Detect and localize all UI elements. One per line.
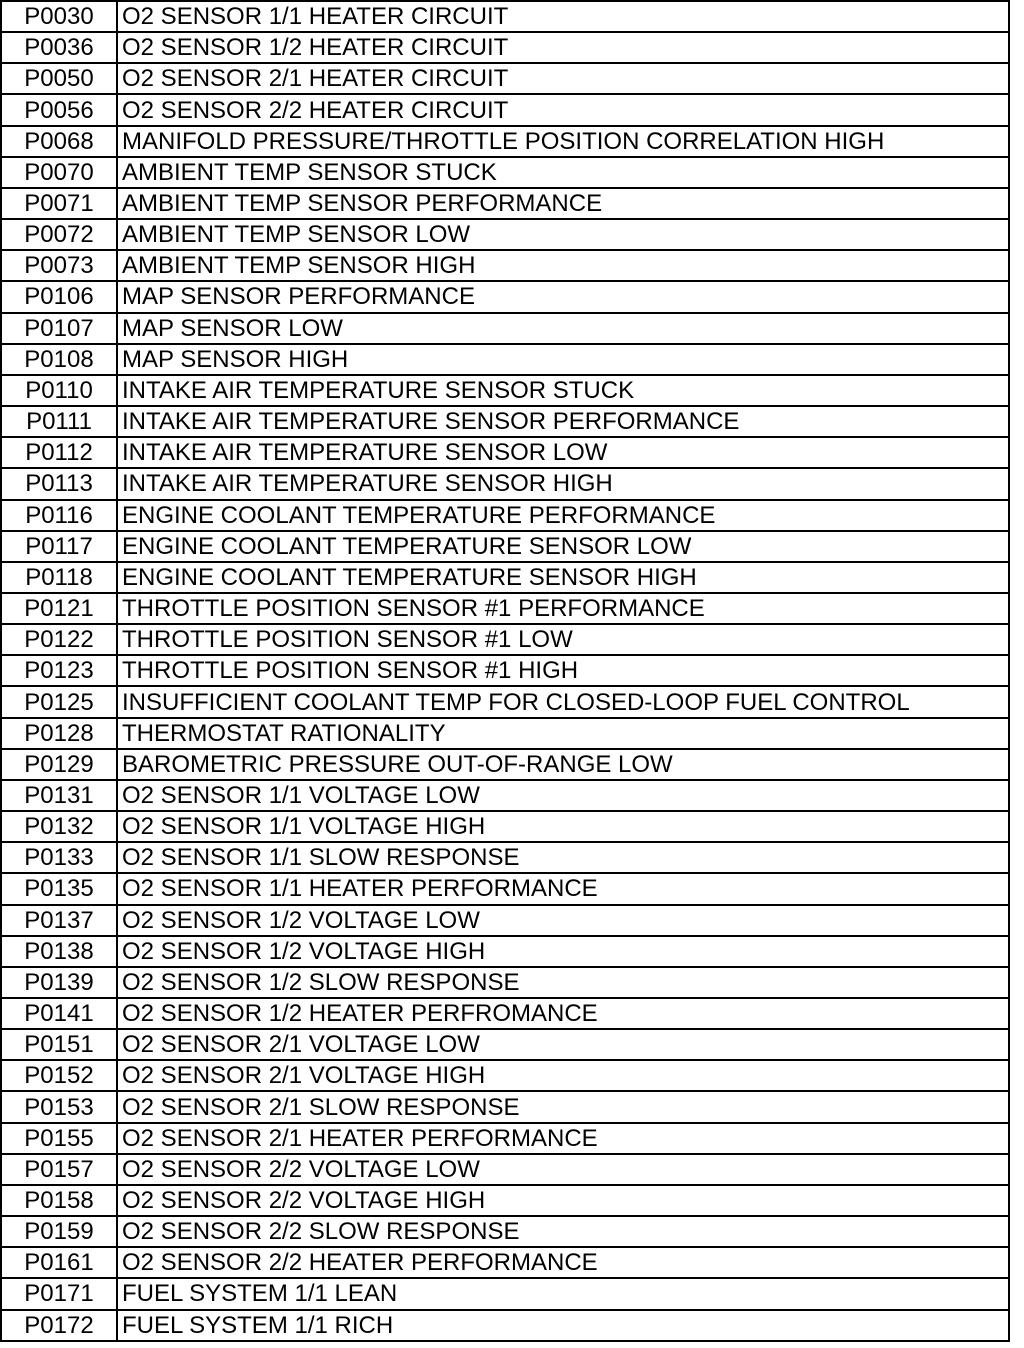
dtc-description-cell: O2 SENSOR 1/1 VOLTAGE LOW [117, 780, 1009, 811]
table-row [1, 94, 1009, 125]
table-row [1, 562, 1009, 593]
table-row [1, 313, 1009, 344]
dtc-description-cell: O2 SENSOR 2/2 HEATER PERFORMANCE [117, 1247, 1009, 1278]
dtc-description-cell: INTAKE AIR TEMPERATURE SENSOR LOW [117, 437, 1009, 468]
dtc-code-cell: P0141 [1, 998, 117, 1029]
dtc-description-cell: INTAKE AIR TEMPERATURE SENSOR PERFORMANCE [117, 406, 1009, 437]
table-row [1, 500, 1009, 531]
dtc-description-cell: O2 SENSOR 1/2 SLOW RESPONSE [117, 967, 1009, 998]
dtc-description-cell: O2 SENSOR 2/2 HEATER CIRCUIT [117, 94, 1009, 125]
table-row [1, 998, 1009, 1029]
dtc-code-cell: P0133 [1, 842, 117, 873]
dtc-code-cell: P0132 [1, 811, 117, 842]
dtc-code-cell: P0073 [1, 250, 117, 281]
table-row [1, 1310, 1009, 1341]
table-row [1, 188, 1009, 219]
dtc-code-cell: P0161 [1, 1247, 117, 1278]
dtc-code-cell: P0159 [1, 1216, 117, 1247]
table-row [1, 842, 1009, 873]
dtc-description-cell: MAP SENSOR LOW [117, 313, 1009, 344]
dtc-code-cell: P0138 [1, 936, 117, 967]
dtc-code-cell: P0106 [1, 281, 117, 312]
table-row [1, 624, 1009, 655]
table-row [1, 1029, 1009, 1060]
table-row [1, 1154, 1009, 1185]
dtc-code-cell: P0116 [1, 500, 117, 531]
table-row [1, 593, 1009, 624]
dtc-description-cell: O2 SENSOR 2/1 HEATER CIRCUIT [117, 63, 1009, 94]
dtc-description-cell: O2 SENSOR 1/1 HEATER PERFORMANCE [117, 873, 1009, 904]
dtc-code-cell: P0121 [1, 593, 117, 624]
dtc-code-cell: P0050 [1, 63, 117, 94]
dtc-code-cell: P0171 [1, 1278, 117, 1309]
dtc-description-cell: ENGINE COOLANT TEMPERATURE PERFORMANCE [117, 500, 1009, 531]
dtc-code-cell: P0153 [1, 1091, 117, 1122]
dtc-description-cell: O2 SENSOR 1/1 VOLTAGE HIGH [117, 811, 1009, 842]
table-row [1, 281, 1009, 312]
dtc-description-cell: THROTTLE POSITION SENSOR #1 HIGH [117, 655, 1009, 686]
dtc-description-cell: O2 SENSOR 1/2 HEATER CIRCUIT [117, 32, 1009, 63]
dtc-description-cell: THERMOSTAT RATIONALITY [117, 718, 1009, 749]
dtc-description-cell: MAP SENSOR PERFORMANCE [117, 281, 1009, 312]
dtc-code-cell: P0117 [1, 531, 117, 562]
table-row [1, 250, 1009, 281]
dtc-description-cell: AMBIENT TEMP SENSOR LOW [117, 219, 1009, 250]
dtc-code-cell: P0112 [1, 437, 117, 468]
table-row [1, 1278, 1009, 1309]
table-row [1, 967, 1009, 998]
dtc-code-cell: P0030 [1, 1, 117, 32]
dtc-description-cell: MAP SENSOR HIGH [117, 344, 1009, 375]
dtc-description-cell: O2 SENSOR 2/1 VOLTAGE LOW [117, 1029, 1009, 1060]
table-row [1, 344, 1009, 375]
dtc-description-cell: ENGINE COOLANT TEMPERATURE SENSOR HIGH [117, 562, 1009, 593]
table-row [1, 1060, 1009, 1091]
table-row [1, 531, 1009, 562]
dtc-code-cell: P0068 [1, 126, 117, 157]
dtc-description-cell: BAROMETRIC PRESSURE OUT-OF-RANGE LOW [117, 749, 1009, 780]
table-row [1, 780, 1009, 811]
dtc-code-cell: P0125 [1, 686, 117, 717]
dtc-description-cell: INTAKE AIR TEMPERATURE SENSOR STUCK [117, 375, 1009, 406]
dtc-description-cell: FUEL SYSTEM 1/1 RICH [117, 1310, 1009, 1341]
dtc-code-cell: P0155 [1, 1123, 117, 1154]
table-row [1, 873, 1009, 904]
dtc-description-cell: THROTTLE POSITION SENSOR #1 LOW [117, 624, 1009, 655]
dtc-description-cell: FUEL SYSTEM 1/1 LEAN [117, 1278, 1009, 1309]
table-row [1, 1247, 1009, 1278]
table-row [1, 1, 1009, 32]
table-row [1, 905, 1009, 936]
dtc-code-cell: P0072 [1, 219, 117, 250]
dtc-code-cell: P0152 [1, 1060, 117, 1091]
table-row [1, 936, 1009, 967]
dtc-table-body [1, 1, 1009, 1341]
table-row [1, 1185, 1009, 1216]
dtc-code-cell: P0172 [1, 1310, 117, 1341]
dtc-code-cell: P0110 [1, 375, 117, 406]
table-row [1, 63, 1009, 94]
dtc-code-cell: P0128 [1, 718, 117, 749]
table-row [1, 375, 1009, 406]
dtc-code-cell: P0118 [1, 562, 117, 593]
dtc-description-cell: O2 SENSOR 1/2 VOLTAGE HIGH [117, 936, 1009, 967]
dtc-description-cell: O2 SENSOR 2/2 VOLTAGE HIGH [117, 1185, 1009, 1216]
dtc-description-cell: INSUFFICIENT COOLANT TEMP FOR CLOSED-LOOP FUEL CONTROL [117, 686, 1009, 717]
dtc-code-cell: P0111 [1, 406, 117, 437]
table-row [1, 686, 1009, 717]
dtc-description-cell: THROTTLE POSITION SENSOR #1 PERFORMANCE [117, 593, 1009, 624]
dtc-description-cell: AMBIENT TEMP SENSOR HIGH [117, 250, 1009, 281]
dtc-description-cell: INTAKE AIR TEMPERATURE SENSOR HIGH [117, 468, 1009, 499]
dtc-code-cell: P0036 [1, 32, 117, 63]
table-row [1, 437, 1009, 468]
dtc-description-cell: O2 SENSOR 2/2 VOLTAGE LOW [117, 1154, 1009, 1185]
table-row [1, 749, 1009, 780]
dtc-description-cell: O2 SENSOR 1/2 HEATER PERFROMANCE [117, 998, 1009, 1029]
dtc-description-cell: AMBIENT TEMP SENSOR STUCK [117, 157, 1009, 188]
dtc-code-cell: P0123 [1, 655, 117, 686]
dtc-code-cell: P0139 [1, 967, 117, 998]
dtc-code-cell: P0157 [1, 1154, 117, 1185]
table-row [1, 126, 1009, 157]
table-row [1, 718, 1009, 749]
table-row [1, 219, 1009, 250]
dtc-description-cell: ENGINE COOLANT TEMPERATURE SENSOR LOW [117, 531, 1009, 562]
dtc-code-cell: P0071 [1, 188, 117, 219]
table-row [1, 1091, 1009, 1122]
dtc-description-cell: O2 SENSOR 2/1 VOLTAGE HIGH [117, 1060, 1009, 1091]
dtc-code-cell: P0131 [1, 780, 117, 811]
dtc-description-cell: O2 SENSOR 2/2 SLOW RESPONSE [117, 1216, 1009, 1247]
table-row [1, 655, 1009, 686]
dtc-code-cell: P0107 [1, 313, 117, 344]
table-row [1, 468, 1009, 499]
dtc-description-cell: O2 SENSOR 1/1 HEATER CIRCUIT [117, 1, 1009, 32]
dtc-description-cell: O2 SENSOR 2/1 HEATER PERFORMANCE [117, 1123, 1009, 1154]
dtc-code-cell: P0122 [1, 624, 117, 655]
dtc-description-cell: O2 SENSOR 1/2 VOLTAGE LOW [117, 905, 1009, 936]
dtc-code-cell: P0135 [1, 873, 117, 904]
table-row [1, 32, 1009, 63]
dtc-description-cell: O2 SENSOR 2/1 SLOW RESPONSE [117, 1091, 1009, 1122]
dtc-description-cell: AMBIENT TEMP SENSOR PERFORMANCE [117, 188, 1009, 219]
table-row [1, 406, 1009, 437]
dtc-code-cell: P0158 [1, 1185, 117, 1216]
dtc-code-cell: P0129 [1, 749, 117, 780]
dtc-description-cell: MANIFOLD PRESSURE/THROTTLE POSITION CORRELATION HIGH [117, 126, 1009, 157]
table-row [1, 811, 1009, 842]
dtc-code-cell: P0070 [1, 157, 117, 188]
dtc-code-cell: P0108 [1, 344, 117, 375]
table-row [1, 1216, 1009, 1247]
dtc-code-cell: P0151 [1, 1029, 117, 1060]
dtc-code-cell: P0056 [1, 94, 117, 125]
dtc-code-cell: P0137 [1, 905, 117, 936]
table-row [1, 1123, 1009, 1154]
dtc-code-cell: P0113 [1, 468, 117, 499]
dtc-description-cell: O2 SENSOR 1/1 SLOW RESPONSE [117, 842, 1009, 873]
table-row [1, 157, 1009, 188]
